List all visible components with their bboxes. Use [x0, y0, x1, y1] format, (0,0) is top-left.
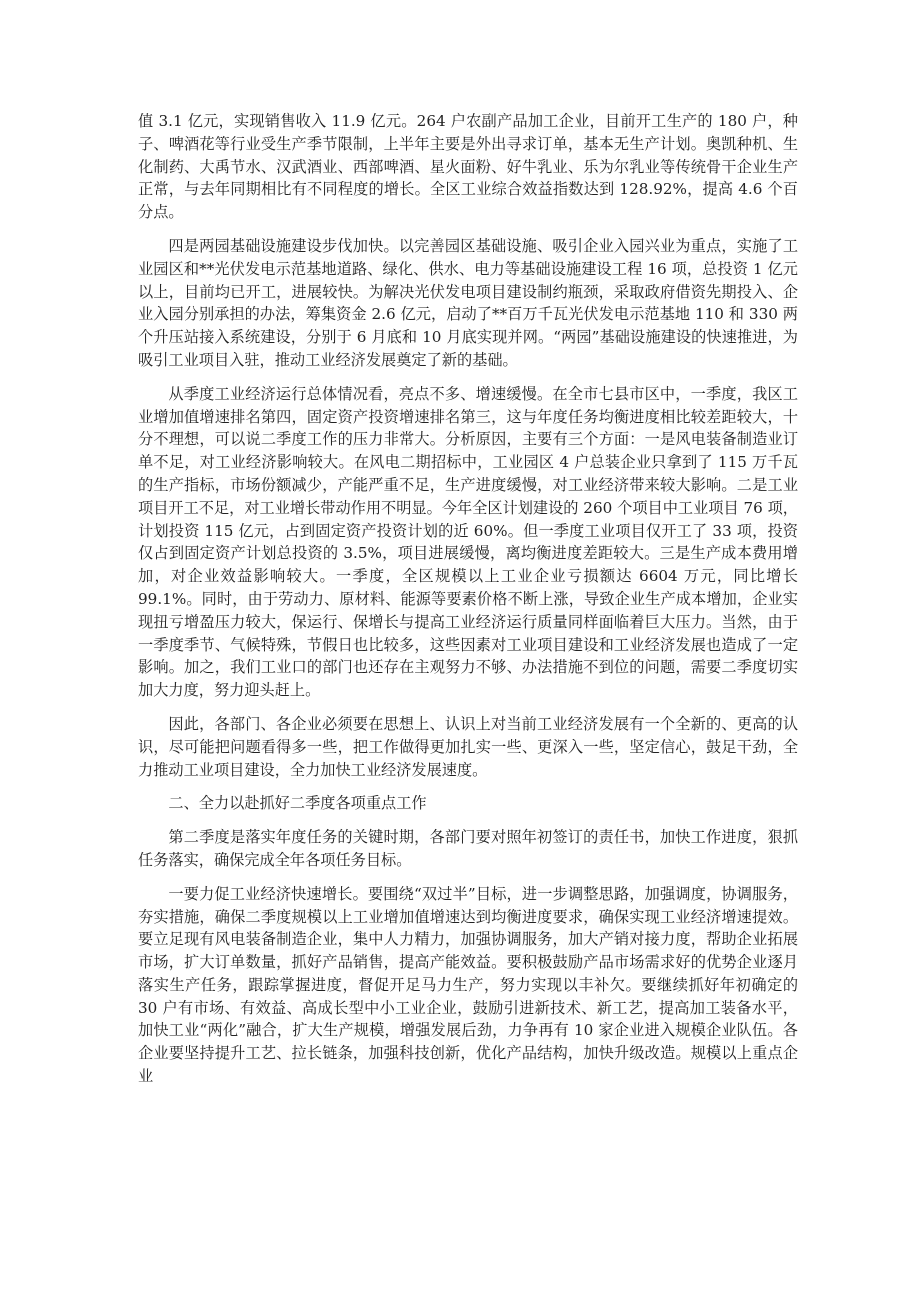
paragraph-5: 第二季度是落实年度任务的关键时期，各部门要对照年初签订的责任书，加快工作进度，狠抓任务落实，确保完成全年各项任务目标。 [138, 828, 798, 869]
paragraph-3: 从季度工业经济运行总体情况看，亮点不多、增速缓慢。在全市七县市区中，一季度，我区工业增加值增速排名第四，固定资产投资增速排名第三，这与年度任务均衡进度相比较差距较大，十分不理想，可以说二季度工作的压力非常大。分析原因，主要有三个方面：一是风电装备制造业订单不足，对工业经济影响较大。在风电二期招标中，工业园区 4 户总装企业只拿到了 115 万千瓦的生产指标，市场份额减少，产能严重不足，生产进度缓慢，对工业经济带来较大影响。二是工业项目开工不足，对工业增长带动作用不明显。今年全区计划建设的 260 个项目中工业项目 76 项，计划投资 115 亿元，占到固定资产投资计划的近 60%。但一季度工业项目仅开工了 33 项，投资仅占到固定资产计划总投资的 3.5%，项目进展缓慢，离均衡进度差距较大。三是生产成本费用增加，对企业效益影响较大。一季度，全区规模以上工业企业亏损额达 6604 万元，同比增长 99.1%。同时，由于劳动力、原材料、能源等要素价格不断上涨，导致企业生产成本增加，企业实现扭亏增盈压力较大，保运行、保增长与提高工业经济运行质量同样面临着巨大压力。当然，由于一季度季节、气候特殊，节假日也比较多，这些因素对工业项目建设和工业经济发展也造成了一定影响。加之，我们工业口的部门也还存在主观努力不够、办法措施不到位的问题，需要二季度切实加大力度，努力迎头赶上。 [138, 384, 798, 700]
document-page [138, 110, 798, 1099]
paragraph-2: 四是两园基础设施建设步伐加快。以完善园区基础设施、吸引企业入园兴业为重点，实施了工业园区和**光伏发电示范基地道路、绿化、供水、电力等基础设施建设工程 16 项，总投资 1 亿元以上，目前均已开工，进展较快。为解决光伏发电项目建设制约瓶颈，采取政府借资先期投入、企业入园分别承担的办法，筹集资金 2.6 亿元，启动了**百万千瓦光伏发电示范基地 110 和 330 两个升压站接入系统建设，分别于 6 月底和 10 月底实现并网。“两园”基础设施建设的快速推进，为吸引工业项目入驻，推动工业经济发展奠定了新的基础。 [138, 236, 798, 369]
paragraph-4: 因此，各部门、各企业必须要在思想上、认识上对当前工业经济发展有一个全新的、更高的认识，尽可能把问题看得多一些，把工作做得更加扎实一些、更深入一些，坚定信心，鼓足干劲，全力推动工业项目建设，全力加快工业经济发展速度。 [138, 714, 798, 779]
paragraph-1: 值 3.1 亿元，实现销售收入 11.9 亿元。264 户农副产品加工企业，目前开工生产的 180 户，种子、啤酒花等行业受生产季节限制，上半年主要是外出寻求订单，基本无生产计划。奥凯种机、生化制药、大禹节水、汉武酒业、西部啤酒、星火面粉、好牛乳业、乐为尔乳业等传统骨干企业生产正常，与去年同期相比有不同程度的增长。全区工业综合效益指数达到 128.92%，提高 4.6 个百分点。 [138, 112, 798, 222]
paragraph-6: 一要力促工业经济快速增长。要围绕“双过半”目标，进一步调整思路，加强调度，协调服务，夯实措施，确保二季度规模以上工业增加值增速达到均衡进度要求，确保实现工业经济增速提效。要立足现有风电装备制造企业，集中人力精力，加强协调服务，加大产销对接力度，帮助企业拓展市场，扩大订单数量，抓好产品销售，提高产能效益。要积极鼓励产品市场需求好的优势企业逐月落实生产任务，跟踪掌握进度，督促开足马力生产，努力实现以丰补欠。要继续抓好年初确定的 30 户有市场、有效益、高成长型中小工业企业，鼓励引进新技术、新工艺，提高加工装备水平，加快工业“两化”融合，扩大生产规模，增强发展后劲，力争再有 10 家企业进入规模企业队伍。各企业要坚持提升工艺、拉长链条，加强科技创新，优化产品结构，加快升级改造。规模以上重点企业 [138, 884, 798, 1086]
section-heading: 二、全力以赴抓好二季度各项重点工作 [168, 794, 427, 813]
